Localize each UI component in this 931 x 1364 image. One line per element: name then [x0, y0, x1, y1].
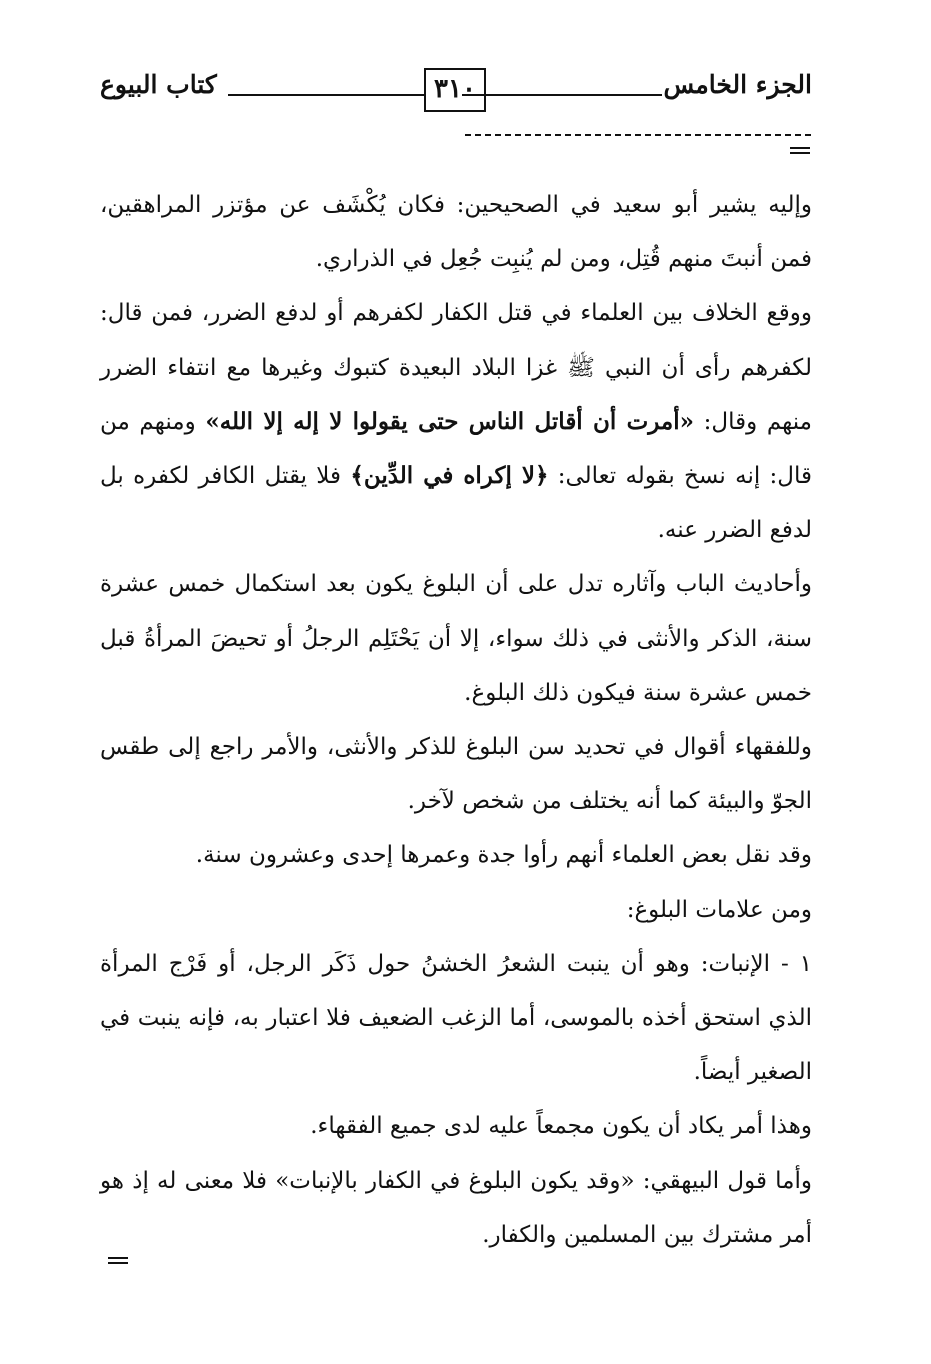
bayhaqi-quote: «وقد يكون البلوغ في الكفار بالإنبات»	[275, 1167, 635, 1194]
header-rule-right	[462, 94, 662, 96]
dashed-separator	[465, 134, 811, 136]
paragraph-5: وقد نقل بعض العلماء أنهم رأوا جدة وعمرها إحدى وعشرون سنة.	[195, 842, 812, 869]
end-mark	[108, 1257, 128, 1267]
paragraph-8: وهذا أمر يكاد أن يكون مجمعاً عليه لدى جميع الفقهاء.	[310, 1113, 812, 1140]
page-number-box	[424, 68, 486, 112]
paragraph-1: وإليه يشير أبو سعيد في الصحيحين: فكان يُكْشَف عن مؤتزر المراهقين، فمن أنبتَ منهم قُتِل، ومن لم يُنبِت جُعِل في الذراري.	[100, 192, 812, 273]
paragraph-7: ١ - الإنبات: وهو أن ينبت الشعرُ الخشنُ حول ذَكَر الرجل، أو فَرْج المرأة الذي استحق أخذه بالموسى، أما الزغب الضعيف فلا اعتبار به، فإنه ينبت في الصغير أيضاً.	[100, 950, 812, 1086]
header-rule-left	[228, 94, 424, 96]
book-title: كتاب البيوع	[100, 70, 217, 99]
paragraph-2	[100, 286, 812, 557]
section-mark	[790, 147, 810, 157]
quran-quote: ﴿لا إكراه في الدِّين﴾	[350, 462, 549, 490]
body-text	[100, 178, 812, 1262]
paragraph-6: ومن علامات البلوغ:	[626, 896, 812, 923]
paragraph-9-part: وأما قول البيهقي:	[634, 1167, 812, 1194]
paragraph-2-part: فلا يقتل الكافر لكفره بل لدفع الضرر عنه.	[100, 463, 812, 544]
paragraph-4: وللفقهاء أقوال في تحديد سن البلوغ للذكر والأنثى، والأمر راجع إلى طقس الجوّ والبيئة كما أنه يختلف من شخص لآخر.	[100, 734, 812, 815]
page-header	[100, 62, 812, 122]
page-number: ٣١٠	[434, 74, 476, 104]
paragraph-9	[100, 1154, 812, 1262]
volume-title: الجزء الخامس	[663, 70, 812, 99]
paragraph-9-part: فلا معنى له إذ هو أمر مشترك بين المسلمين والكفار.	[100, 1167, 812, 1248]
hadith-quote: «أمرت أن أقاتل الناس حتى يقولوا لا إله إلا الله»	[205, 407, 695, 435]
paragraph-3: وأحاديث الباب وآثاره تدل على أن البلوغ يكون بعد استكمال خمس عشرة سنة، الذكر والأنثى في ذلك سواء، إلا أن يَحْتَلِم الرجلُ أو تحيضَ المرأةُ قبل خمس عشرة سنة فيكون ذلك البلوغ.	[100, 571, 812, 706]
paragraph-2-part: ووقع الخلاف بين العلماء في قتل الكفار لكفرهم أو لدفع الضرر، فمن قال: لكفرهم رأى أن النبي ﷺ غزا البلاد البعيدة كتبوك وغيرها مع انتفاء الضرر منهم وقال:	[100, 300, 812, 435]
paragraph-2-part: ومنهم من قال: إنه نسخ بقوله تعالى:	[100, 408, 812, 490]
